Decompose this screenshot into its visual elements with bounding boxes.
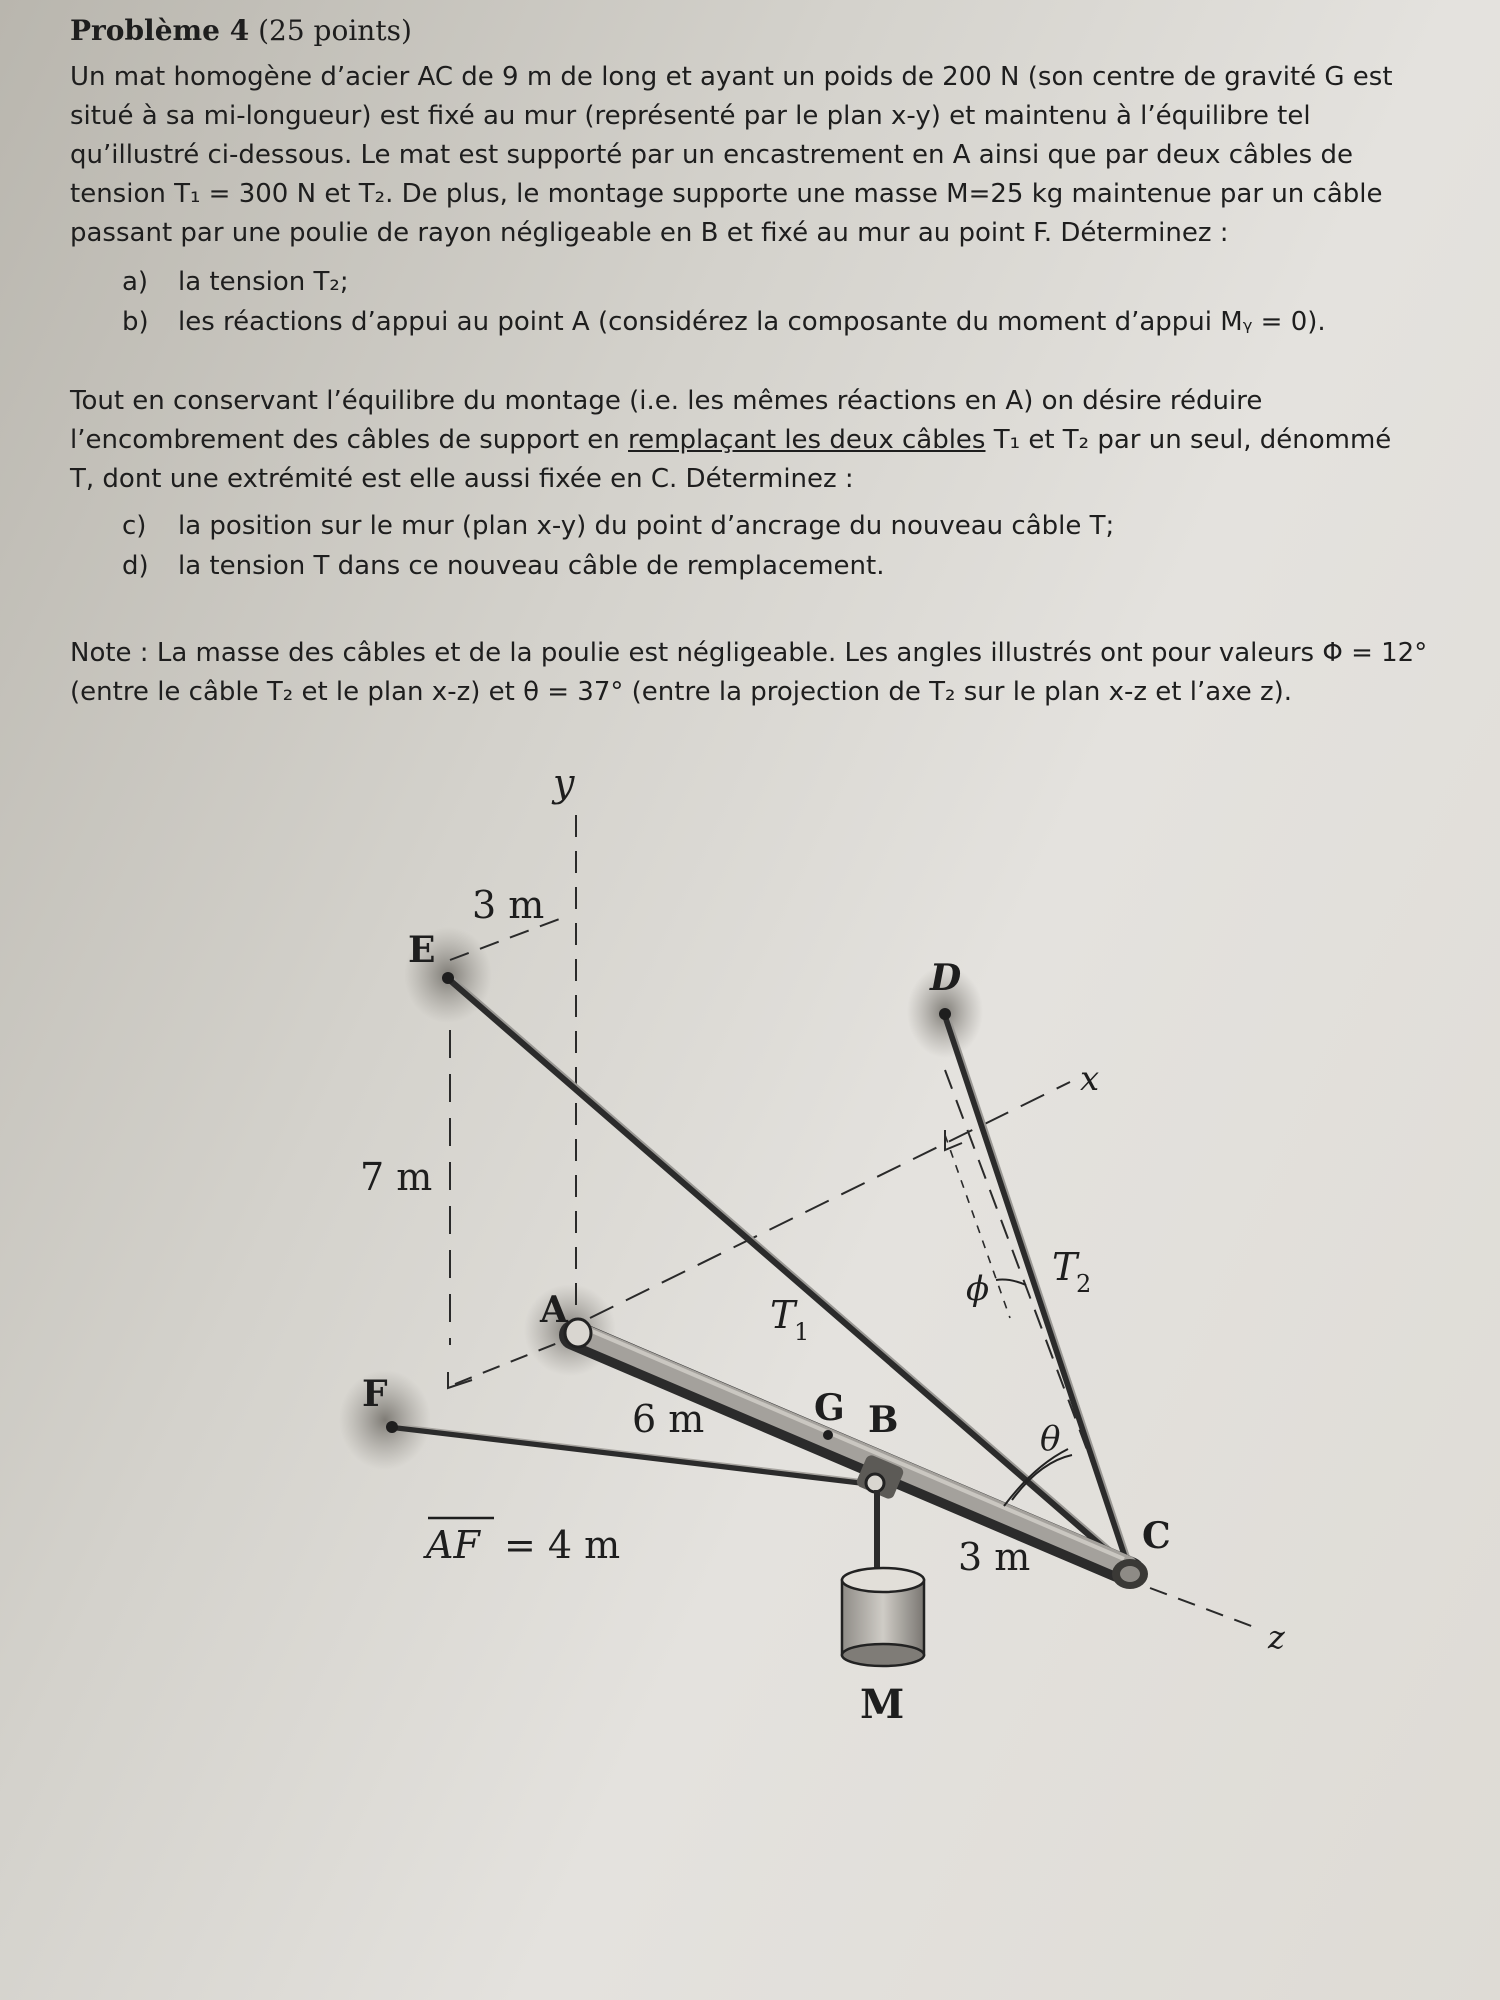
label-f: F — [362, 1373, 388, 1415]
anchor-f — [386, 1421, 398, 1433]
mass-top — [842, 1568, 924, 1592]
label-m: M — [860, 1681, 905, 1728]
dim-7m: 7 m — [360, 1155, 433, 1199]
problem-points: (25 points) — [258, 14, 412, 47]
intro-line: tension T₁ = 300 N et T₂. De plus, le montage supporte une masse M=25 kg maintenue par un câble — [70, 179, 1383, 209]
label-e: E — [408, 929, 436, 971]
t1-letter: T — [770, 1293, 796, 1337]
point-g — [823, 1430, 833, 1440]
label-g: G — [814, 1387, 845, 1429]
intro-line: Un mat homogène d’acier AC de 9 m de long et ayant un poids de 200 N (son centre de gravité G est — [70, 62, 1393, 92]
axis-y-label: y — [553, 761, 575, 805]
problem-number: Problème 4 — [70, 14, 250, 47]
dim-3m-top: 3 m — [472, 883, 545, 927]
label-d: D — [930, 957, 962, 999]
z-axis — [1150, 1588, 1262, 1630]
label-t2 — [1052, 1245, 1091, 1298]
question-text: la tension T₂; — [178, 267, 349, 297]
intro-line: passant par une poulie de rayon négligeable en B et fixé au mur au point F. Déterminez : — [70, 218, 1229, 248]
underlined-phrase: remplaçant les deux câbles — [628, 425, 986, 455]
axis-z-label: z — [1268, 1618, 1285, 1656]
anchor-e — [442, 972, 454, 984]
note-line: (entre le câble T₂ et le plan x-z) et θ = 37° (entre la projection de T₂ sur le plan x-z et l’axe z). — [70, 677, 1293, 707]
label-t1 — [770, 1293, 809, 1346]
mast-end-a — [565, 1319, 591, 1347]
question-text: la position sur le mur (plan x-y) du point d’ancrage du nouveau câble T; — [178, 511, 1115, 541]
replacement-line: T, dont une extrémité est elle aussi fixée en C. Déterminez : — [70, 464, 854, 494]
note-line: Note : La masse des câbles et de la poulie est négligeable. Les angles illustrés ont pour valeurs Φ = 12° — [70, 638, 1428, 668]
question-text: la tension T dans ce nouveau câble de remplacement. — [178, 551, 885, 581]
dim-6m: 6 m — [632, 1397, 705, 1441]
replacement-line: l’encombrement des câbles de support en remplaçant les deux câbles T₁ et T₂ par un seul, dénommé — [70, 425, 1392, 455]
t2-letter: T — [1052, 1245, 1078, 1289]
dim-3m-bc: 3 m — [958, 1535, 1031, 1579]
pulley-b — [866, 1474, 884, 1492]
question-label: b) — [122, 307, 149, 337]
t2-subscript: 2 — [1076, 1270, 1092, 1298]
label-c: C — [1142, 1515, 1171, 1557]
angle-phi: ϕ — [966, 1269, 990, 1309]
replacement-line: Tout en conservant l’équilibre du montage (i.e. les mêmes réactions en A) on désire réduire — [70, 386, 1263, 416]
angle-theta: θ — [1040, 1419, 1061, 1459]
anchor-d — [939, 1008, 951, 1020]
mast-end-c-face — [1120, 1566, 1140, 1582]
label-a: A — [540, 1289, 568, 1331]
t1-subscript: 1 — [794, 1318, 810, 1346]
mass-bottom — [842, 1644, 924, 1666]
right-angle-mark — [448, 1372, 472, 1388]
af-symbol: AF — [426, 1523, 480, 1567]
question-label: d) — [122, 551, 149, 581]
intro-line: qu’illustré ci-dessous. Le mat est supporté par un encastrement en A ainsi que par deux câbles de — [70, 140, 1353, 170]
question-label: c) — [122, 511, 147, 541]
question-label: a) — [122, 267, 149, 297]
dim-af — [423, 1518, 620, 1567]
af-value: = 4 m — [504, 1523, 621, 1567]
label-b: B — [868, 1399, 899, 1441]
axis-x-label: x — [1080, 1059, 1100, 1099]
intro-line: situé à sa mi-longueur) est fixé au mur (représenté par le plan x-y) et maintenu à l’équilibre tel — [70, 101, 1311, 131]
x-axis — [590, 1082, 1070, 1318]
question-text: les réactions d’appui au point A (considérez la composante du moment d’appui Mᵧ = 0). — [178, 307, 1326, 337]
phi-arc — [996, 1280, 1026, 1285]
